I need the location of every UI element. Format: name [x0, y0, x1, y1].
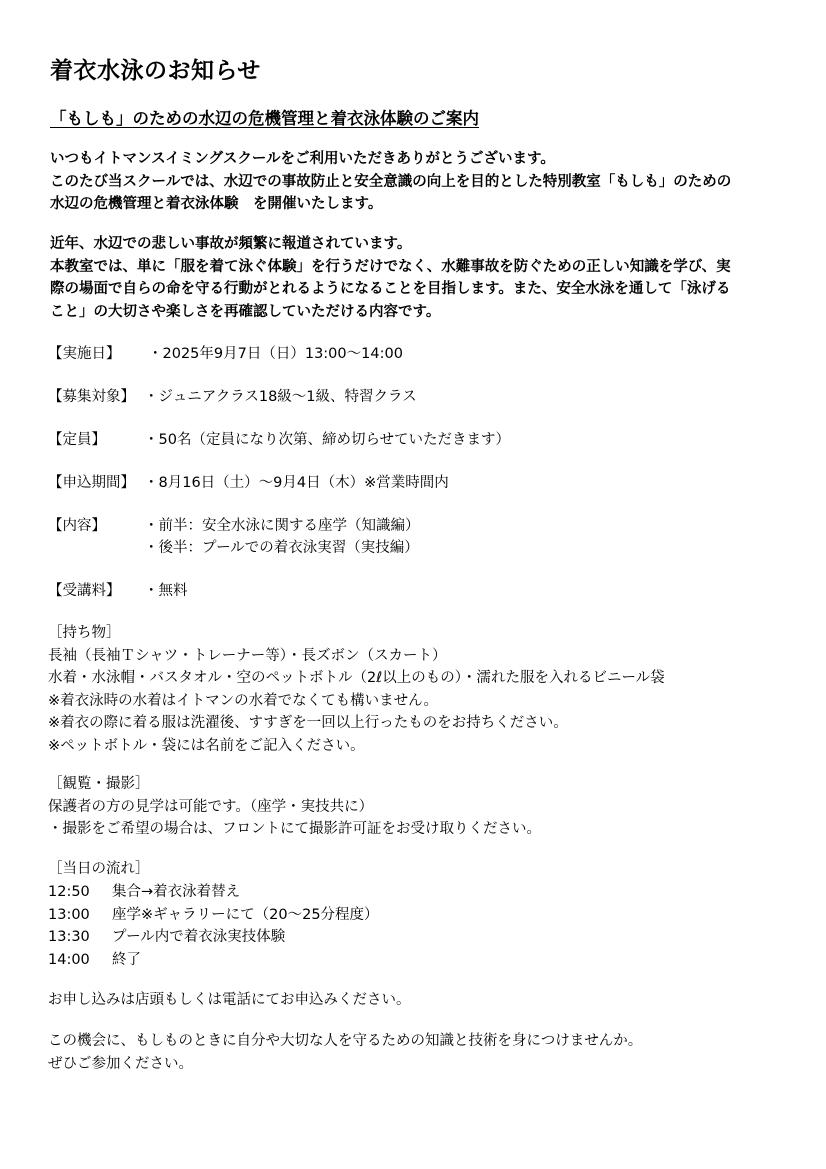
viewing-line: 保護者の方の見学は可能です。（座学・実技共に）: [48, 798, 374, 815]
page-subtitle: 「もしも」のための水辺の危機管理と着衣泳体験のご案内: [50, 109, 479, 128]
intro-line: 水辺の危機管理と着衣泳体験 を開催いたします。: [50, 196, 383, 213]
period-label: 【申込期間】: [48, 475, 135, 491]
content-label: 【内容】: [48, 518, 106, 534]
page-title: 着衣水泳のお知らせ: [50, 58, 261, 84]
purpose-line: 本教室では、単に「服を着て泳ぐ体験」を行うだけでなく、水難事故を防ぐための正しい知識を学び、実: [50, 258, 731, 275]
fee-value: ・無料: [144, 583, 188, 599]
period-value: ・8月16日（土）～9月4日（木）※営業時間内: [144, 475, 449, 491]
belongings-line: 長袖（長袖Ｔシャツ・トレーナー等）・長ズボン（スカート）: [48, 647, 447, 664]
intro-paragraph: [50, 148, 780, 216]
date-label: 【実施日】: [48, 346, 121, 362]
date-value: ・2025年9月7日（日）13:00～14:00: [148, 346, 403, 362]
target-label: 【募集対象】: [48, 389, 135, 405]
target-value: ・ジュニアクラス18級～1級、特習クラス: [144, 389, 417, 405]
content-value-second: ・後半：プールでの着衣泳実習（実技編）: [144, 540, 419, 556]
schedule-time: 12:50: [48, 884, 90, 900]
schedule-desc: 座学※ギャラリーにて（20～25分程度）: [112, 906, 379, 923]
schedule-desc: プール内で着衣泳実技体験: [112, 929, 286, 945]
schedule-desc: 集合→着衣泳着替え: [112, 884, 241, 900]
fee-label: 【受講料】: [48, 583, 121, 599]
schedule-time: 13:30: [48, 929, 90, 945]
belongings-section: [48, 622, 665, 757]
belongings-line: ※着衣泳時の水着はイトマンの水着でなくても構いません。: [48, 692, 439, 709]
capacity-value: ・50名（定員になり次第、締め切らせていただきます）: [144, 432, 511, 448]
apply-note: お申し込みは店頭もしくは電話にてお申込みください。: [48, 992, 411, 1008]
closing-block: [48, 1030, 642, 1075]
belongings-line: ※ペットボトル・袋には名前をご記入ください。: [48, 737, 365, 754]
content-value-first: ・前半：安全水泳に関する座学（知識編）: [144, 518, 420, 534]
closing-line: ぜひご参加ください。: [48, 1055, 193, 1072]
viewing-line: ・撮影をご希望の場合は、フロントにて撮影許可証をお受け取りください。: [48, 821, 541, 837]
belongings-heading: ［持ち物］: [48, 625, 121, 641]
purpose-line: こと」の大切さや楽しさを再確認していただける内容です。: [50, 304, 441, 321]
viewing-section: [48, 773, 541, 841]
belongings-line: ※着衣の際に着る服は洗濯後、すすぎを一回以上行ったものをお持ちください。: [48, 715, 568, 731]
intro-line: このたび当スクールでは、水辺での事故防止と安全意識の向上を目的とした特別教室「もしも」のための: [50, 173, 732, 190]
purpose-line: 近年、水辺での悲しい事故が頻繁に報道されています。: [50, 236, 412, 252]
schedule-heading-block: [48, 858, 150, 881]
purpose-paragraph: [50, 233, 780, 324]
intro-line: いつもイトマンスイミングスクールをご利用いただきありがとうございます。: [50, 151, 555, 167]
schedule-desc: 終了: [112, 951, 141, 968]
capacity-label: 【定員】: [48, 432, 106, 448]
viewing-heading: ［観覧・撮影］: [48, 776, 150, 792]
closing-line: この機会に、もしものときに自分や大切な人を守るための知識と技術を身につけませんか。: [48, 1033, 643, 1049]
schedule-time: 13:00: [48, 906, 90, 923]
schedule-heading: ［当日の流れ］: [48, 861, 150, 877]
schedule-time: 14:00: [48, 951, 90, 968]
apply-note-block: [48, 989, 411, 1012]
belongings-line: 水着・水泳帽・バスタオル・空のペットボトル（2ℓ以上のもの）・濡れた服を入れるビニール袋: [48, 670, 665, 686]
purpose-line: 際の場面で自らの命を守る行動がとれるようになることを目指します。また、安全水泳を通して「泳げる: [50, 281, 731, 298]
